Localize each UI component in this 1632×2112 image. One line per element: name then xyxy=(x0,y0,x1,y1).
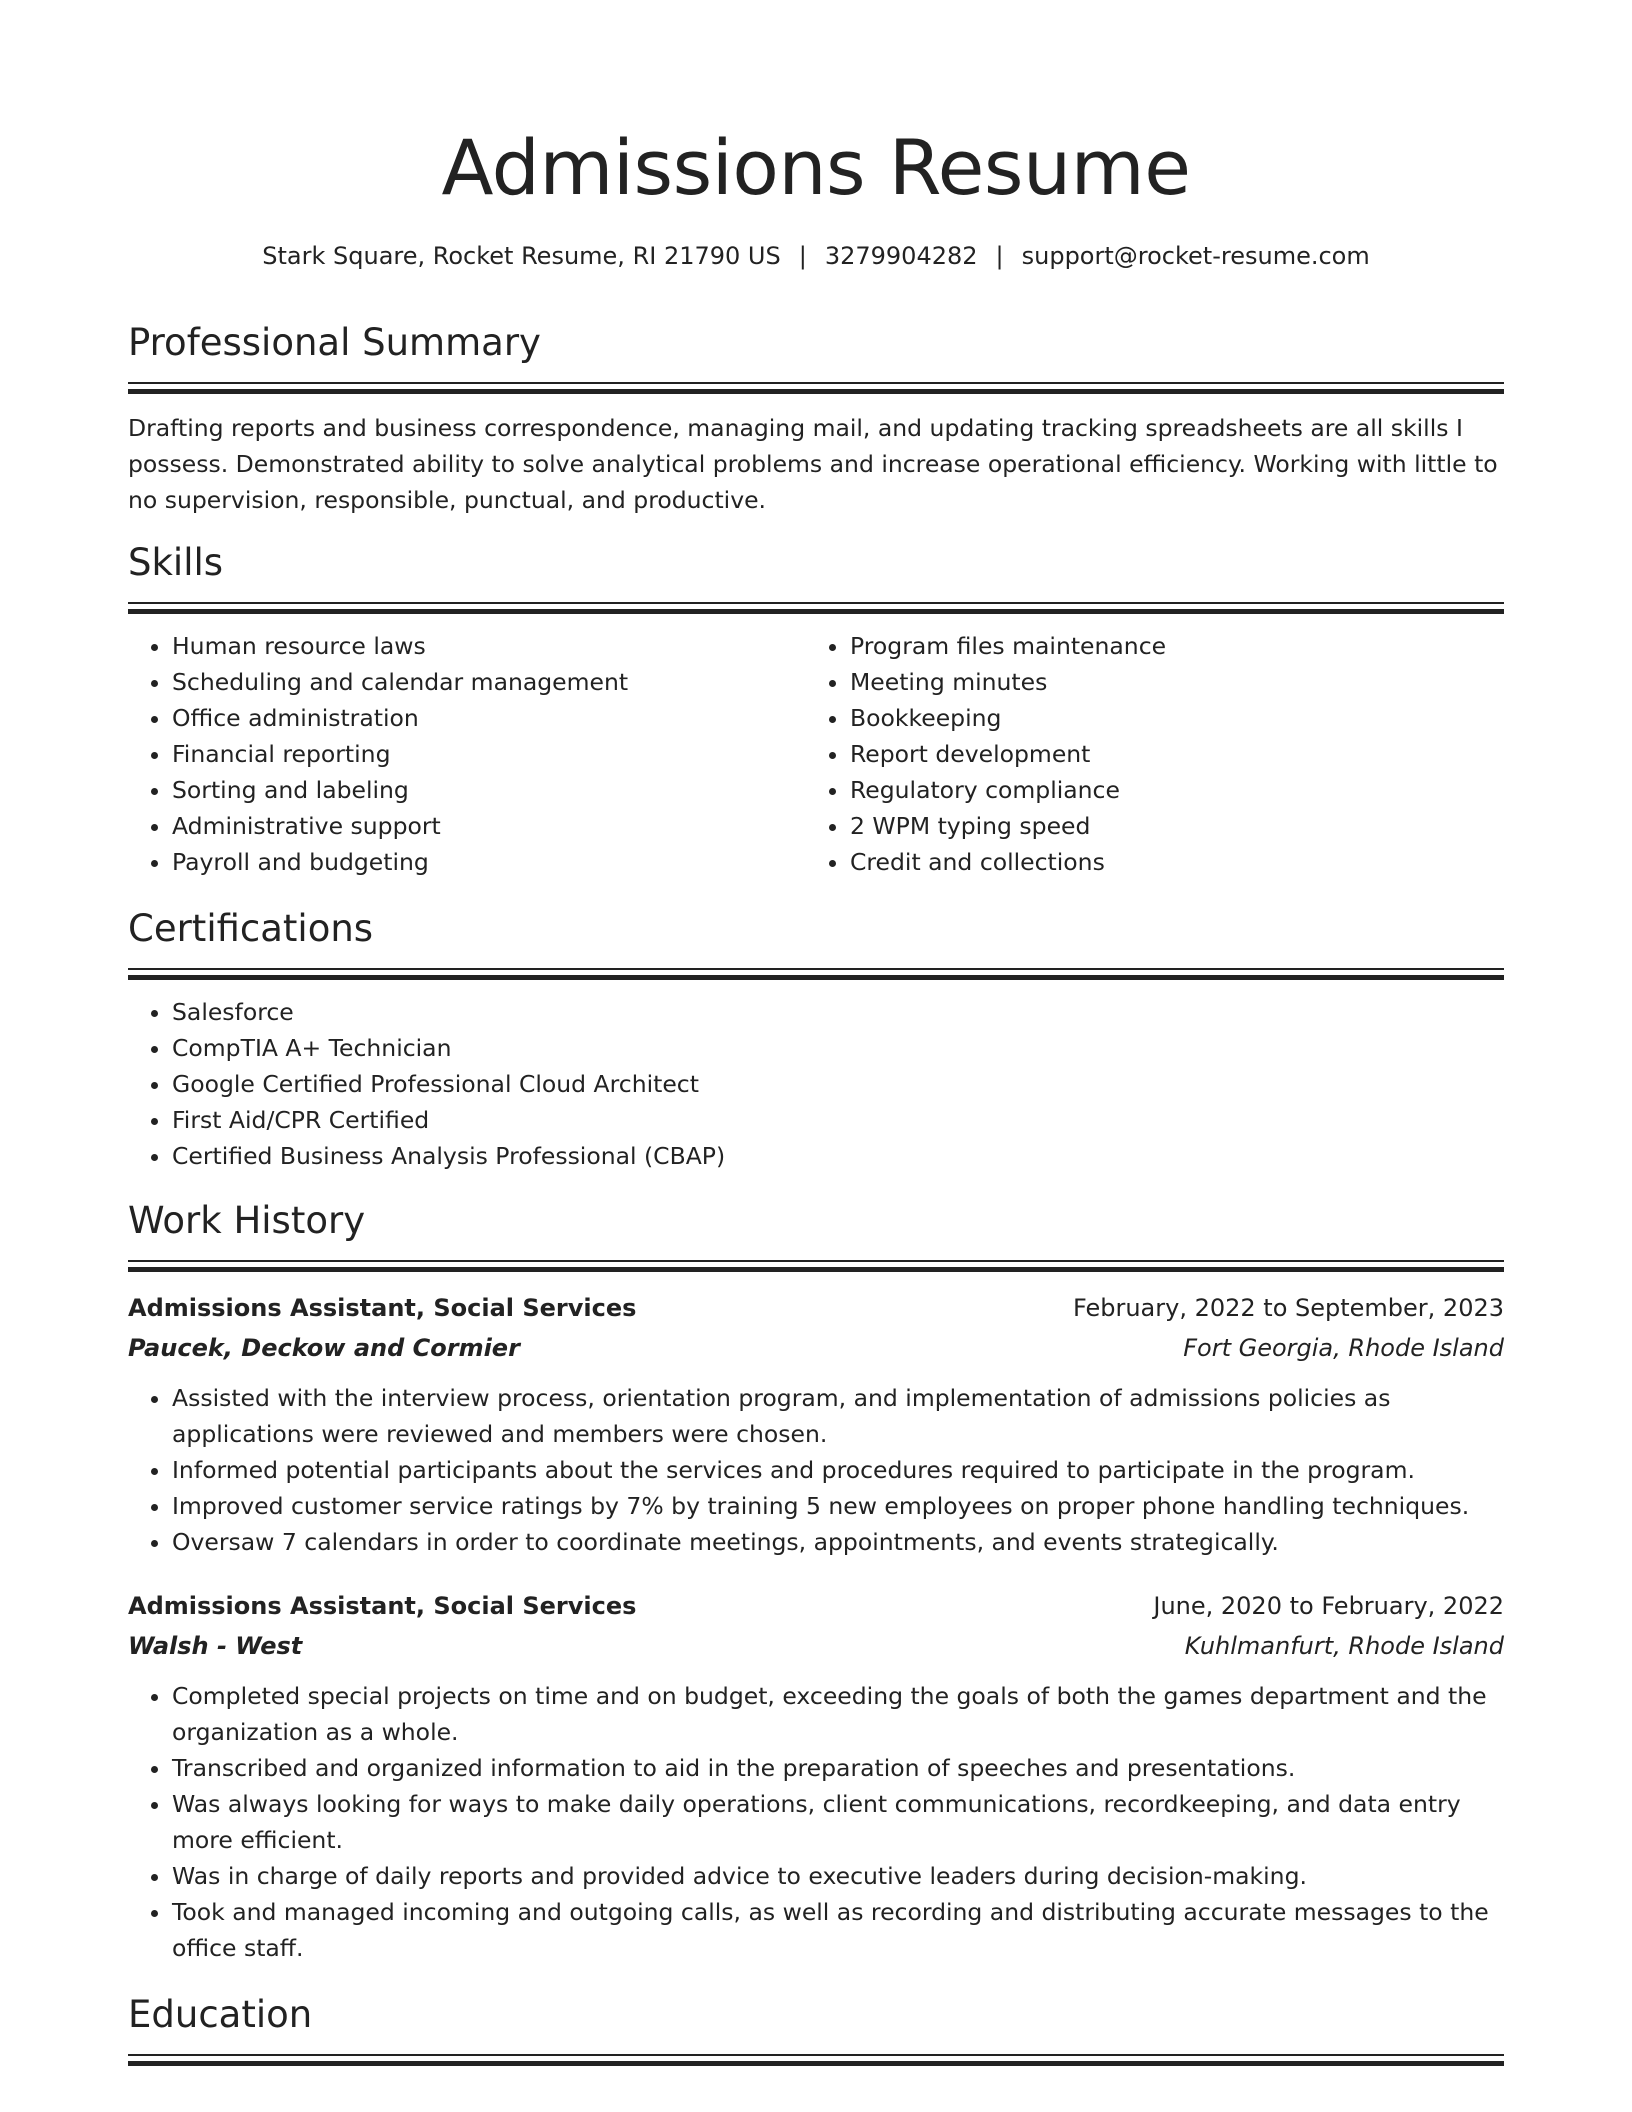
job-bullet: • Improved customer service ratings by 7% by training 5 new employees on proper phone handling techniques. xyxy=(172,1488,1504,1524)
job-bullet: • Was in charge of daily reports and provided advice to executive leaders during decision-making. xyxy=(172,1858,1504,1894)
skill-item: • Human resource laws xyxy=(172,628,806,664)
job-bullets xyxy=(128,1380,1504,1560)
job-bullet: • Completed special projects on time and on budget, exceeding the goals of both the games department and the organization as a whole. xyxy=(172,1678,1504,1750)
skill-item: • Sorting and labeling xyxy=(172,772,806,808)
contact-address: Stark Square, Rocket Resume, RI 21790 US xyxy=(262,242,781,270)
job-bullet: • Assisted with the interview process, orientation program, and implementation of admissions policies as applications were reviewed and members were chosen. xyxy=(172,1380,1504,1452)
section-heading: Skills xyxy=(128,541,224,584)
job-location: Kuhlmanfurt, Rhode Island xyxy=(1184,1632,1504,1660)
contact-email: support@rocket-resume.com xyxy=(1021,242,1370,270)
section-certifications xyxy=(128,904,1504,1174)
certification-item: • Salesforce xyxy=(172,994,1504,1030)
resume-title: Admissions Resume xyxy=(441,123,1191,212)
skill-item: • Bookkeeping xyxy=(850,700,1484,736)
job-bullet: • Informed potential participants about the services and procedures required to participate in the program. xyxy=(172,1452,1504,1488)
skill-item: • Payroll and budgeting xyxy=(172,844,806,880)
skills-list-right xyxy=(806,628,1484,880)
job-location: Fort Georgia, Rhode Island xyxy=(1183,1334,1504,1362)
section-professional-summary xyxy=(128,318,1504,518)
section-education xyxy=(128,1990,1504,2068)
contact-line xyxy=(128,236,1504,276)
certifications-list xyxy=(128,994,1504,1174)
job-entry xyxy=(128,1288,1504,1560)
section-divider xyxy=(128,1260,1504,1274)
job-bullet: • Oversaw 7 calendars in order to coordinate meetings, appointments, and events strategically. xyxy=(172,1524,1504,1560)
job-bullet: • Was always looking for ways to make daily operations, client communications, recordkeeping, and data entry more efficient. xyxy=(172,1786,1504,1858)
job-header-row xyxy=(128,1288,1504,1328)
section-work-history xyxy=(128,1196,1504,1560)
section-heading: Education xyxy=(128,1993,313,2036)
section-divider xyxy=(128,382,1504,396)
summary-text: Drafting reports and business correspondence, managing mail, and updating tracking spreadsheets are all skills I possess. Demonstrated ability to solve analytical problems and increase operational efficiency. Working with little to no supervision, responsible, punctual, and productive. xyxy=(128,414,1498,514)
job-bullets xyxy=(128,1678,1504,1966)
job-title: Admissions Assistant, Social Services xyxy=(128,1592,637,1620)
job-company: Paucek, Deckow and Cormier xyxy=(128,1334,520,1362)
job-dates: June, 2020 to February, 2022 xyxy=(1153,1592,1504,1620)
skills-grid xyxy=(128,616,1504,880)
skill-item: • Program files maintenance xyxy=(850,628,1484,664)
section-divider xyxy=(128,2054,1504,2068)
skill-item: • Scheduling and calendar management xyxy=(172,664,806,700)
certification-item: • Certified Business Analysis Professional (CBAP) xyxy=(172,1138,1504,1174)
certification-item: • Google Certified Professional Cloud Architect xyxy=(172,1066,1504,1102)
job-header-row xyxy=(128,1586,1504,1626)
section-divider xyxy=(128,968,1504,982)
skill-item: • Office administration xyxy=(172,700,806,736)
skill-item: • 2 WPM typing speed xyxy=(850,808,1484,844)
job-bullet: • Transcribed and organized information to aid in the preparation of speeches and presentations. xyxy=(172,1750,1504,1786)
job-bullet: • Took and managed incoming and outgoing calls, as well as recording and distributing accurate messages to the office staff. xyxy=(172,1894,1504,1966)
skills-list-left xyxy=(128,628,806,880)
section-heading: Certifications xyxy=(128,907,374,950)
skill-item: • Financial reporting xyxy=(172,736,806,772)
section-divider xyxy=(128,602,1504,616)
job-title: Admissions Assistant, Social Services xyxy=(128,1294,637,1322)
skill-item: • Meeting minutes xyxy=(850,664,1484,700)
section-skills xyxy=(128,538,1504,880)
contact-separator: | xyxy=(798,242,807,270)
skill-item: • Administrative support xyxy=(172,808,806,844)
job-company: Walsh - West xyxy=(128,1632,303,1660)
certification-item: • First Aid/CPR Certified xyxy=(172,1102,1504,1138)
skill-item: • Regulatory compliance xyxy=(850,772,1484,808)
certification-item: • CompTIA A+ Technician xyxy=(172,1030,1504,1066)
section-heading: Professional Summary xyxy=(128,321,541,364)
job-company-row xyxy=(128,1626,1504,1666)
job-entry xyxy=(128,1586,1504,1966)
skill-item: • Report development xyxy=(850,736,1484,772)
skill-item: • Credit and collections xyxy=(850,844,1484,880)
section-work-history-continued xyxy=(128,1586,1504,1966)
contact-phone: 3279904282 xyxy=(824,242,978,270)
section-heading: Work History xyxy=(128,1199,366,1242)
job-dates: February, 2022 to September, 2023 xyxy=(1072,1294,1504,1322)
job-company-row xyxy=(128,1328,1504,1368)
contact-separator: | xyxy=(995,242,1004,270)
